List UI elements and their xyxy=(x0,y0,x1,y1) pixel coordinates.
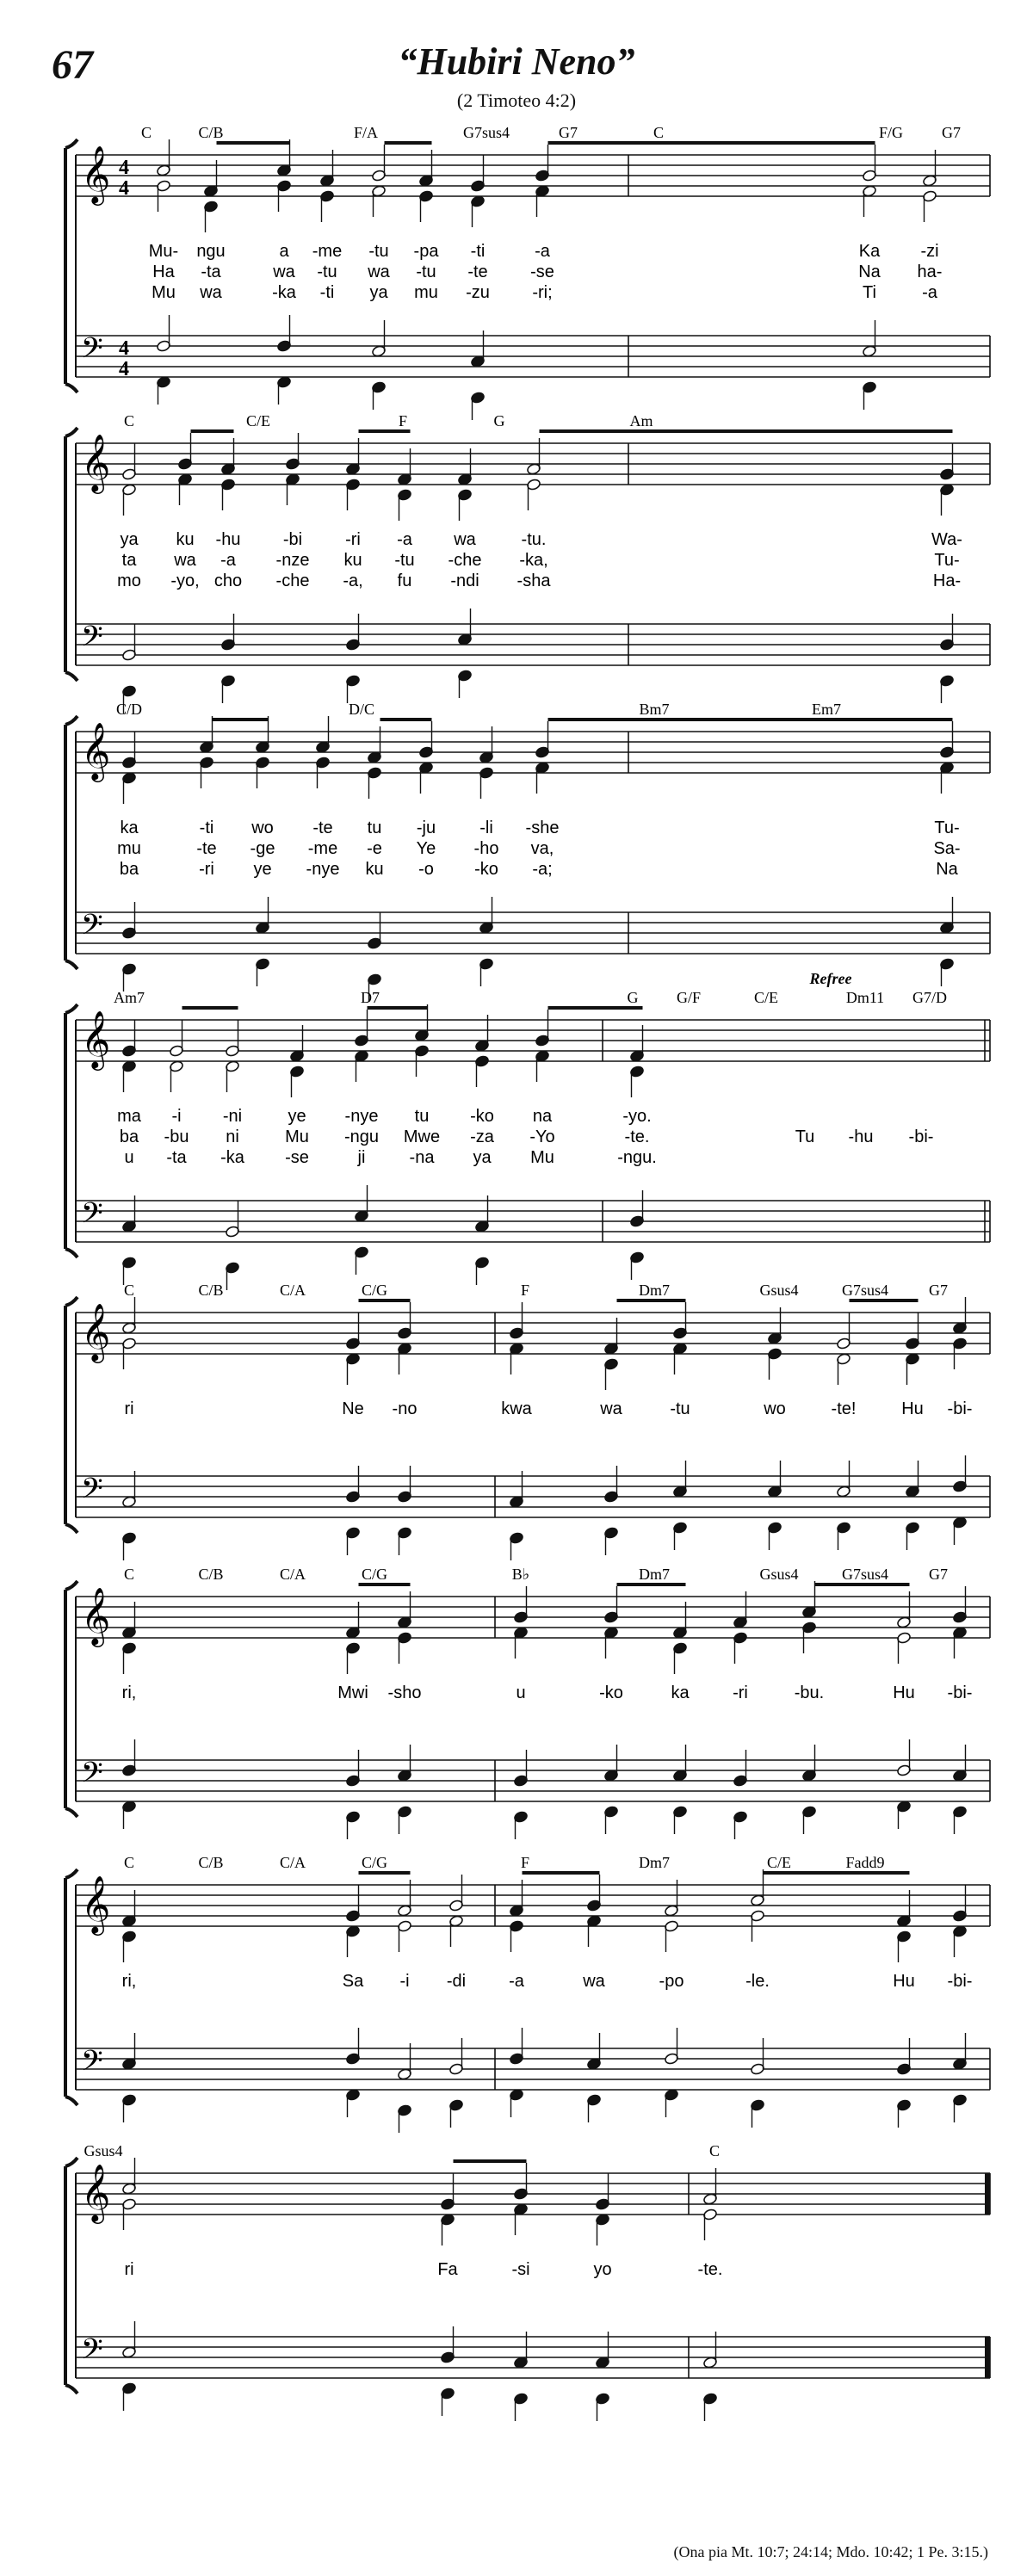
lyric-syllable: na xyxy=(532,1107,553,1126)
lyric-syllable: -ju xyxy=(416,819,436,837)
treble-clef-icon: 𝄞 xyxy=(81,721,111,780)
lyric-syllable: -a xyxy=(535,242,550,261)
chord-symbol: C/E xyxy=(245,412,271,429)
lyric-syllable: ka xyxy=(671,1683,690,1702)
lyric-syllable: ngu xyxy=(196,242,226,261)
lyric-syllable: ri, xyxy=(121,1683,137,1702)
music-system xyxy=(65,970,990,1290)
lyric-syllable: ri xyxy=(124,2260,134,2279)
chord-symbol: Bm7 xyxy=(639,701,670,718)
lyric-syllable: ku xyxy=(365,860,384,879)
chord-symbol: F xyxy=(520,1854,530,1871)
lyric-syllable: -ge xyxy=(250,839,275,858)
chord-symbol: C/D xyxy=(115,701,143,718)
lyric-syllable: Sa xyxy=(342,1972,364,1991)
bass-staff xyxy=(76,2337,990,2378)
chord-symbol: C xyxy=(708,2142,721,2159)
chord-symbol: C/G xyxy=(361,1282,388,1299)
chord-symbol: C/E xyxy=(766,1854,792,1871)
lyric-syllable: ye xyxy=(253,860,272,879)
lyric-syllable: va, xyxy=(530,839,554,858)
chord-symbol: Em7 xyxy=(812,701,841,718)
lyric-syllable: -tu xyxy=(317,263,337,281)
treble-clef-icon: 𝄞 xyxy=(81,1586,111,1645)
lyric-syllable: ye xyxy=(288,1107,306,1126)
lyric-syllable: Ha- xyxy=(932,571,962,590)
lyric-syllable: -tu xyxy=(670,1399,690,1418)
lyric-syllable: Ka xyxy=(858,242,881,261)
lyric-syllable: -se xyxy=(530,263,554,281)
lyric-syllable: -se xyxy=(285,1148,309,1167)
lyric-syllable: Wa- xyxy=(931,530,962,549)
lyric-syllable: Sa- xyxy=(933,839,961,858)
lyric-syllable: -zi xyxy=(920,242,939,261)
lyric-syllable: a xyxy=(279,242,289,261)
chord-symbol: C/E xyxy=(753,989,779,1006)
lyric-syllable: -po xyxy=(659,1972,684,1991)
chord-symbol: Dm7 xyxy=(639,1566,670,1583)
lyric-syllable: wa xyxy=(273,263,295,281)
lyric-syllable: ri, xyxy=(121,1972,137,1991)
lyric-syllable: wa xyxy=(200,283,222,302)
lyric-syllable: -a xyxy=(397,530,412,549)
treble-staff xyxy=(76,1885,990,1926)
lyric-syllable: -tu xyxy=(394,551,415,570)
lyric-syllable: fu xyxy=(397,571,412,590)
lyric-syllable: -yo, xyxy=(170,571,200,590)
lyric-syllable: -ngu xyxy=(343,1127,380,1146)
chord-symbol: Gsus4 xyxy=(84,2142,123,2159)
lyric-syllable: ku xyxy=(176,530,195,549)
time-signature-bottom: 4 xyxy=(119,358,129,380)
lyric-syllable: -ri xyxy=(345,530,361,549)
lyric-syllable: Tu- xyxy=(934,551,960,570)
chord-symbol: G7sus4 xyxy=(841,1566,889,1583)
lyric-syllable: mu xyxy=(414,283,438,302)
lyric-syllable: -me xyxy=(312,242,343,261)
lyric-syllable: ba xyxy=(119,1127,139,1146)
lyric-syllable: -Yo xyxy=(529,1127,555,1146)
chord-symbol: C xyxy=(140,124,152,141)
lyric-syllable: ya xyxy=(120,530,139,549)
lyric-syllable: -te xyxy=(196,839,217,858)
final-barline xyxy=(985,2173,990,2215)
bass-clef-icon: 𝄢 xyxy=(81,1757,103,1796)
lyric-syllable: -ti xyxy=(199,819,214,837)
chord-symbol: C/G xyxy=(361,1854,388,1871)
lyric-syllable: -bi xyxy=(282,530,303,549)
lyric-syllable: -ngu. xyxy=(617,1148,657,1167)
lyric-syllable: -nye xyxy=(306,860,340,879)
song-number: 67 xyxy=(52,42,93,88)
lyric-syllable: ku xyxy=(343,551,362,570)
lyric-syllable: mo xyxy=(117,571,141,590)
footnote: (Ona pia Mt. 10:7; 24:14; Mdo. 10:42; 1 Pe. 3:15.) xyxy=(673,2543,988,2561)
lyric-syllable: Mwi xyxy=(337,1683,368,1702)
lyric-syllable: -hu xyxy=(215,530,241,549)
lyric-syllable: kwa xyxy=(501,1399,532,1418)
chord-symbol: F xyxy=(520,1282,530,1299)
chord-symbol: C/A xyxy=(279,1282,306,1299)
lyric-syllable: -e xyxy=(367,839,382,858)
scripture-reference: (2 Timoteo 4:2) xyxy=(456,90,577,111)
lyric-syllable: -te xyxy=(312,819,333,837)
chord-symbol: C xyxy=(123,412,135,429)
lyric-syllable: -di xyxy=(446,1972,467,1991)
lyric-syllable: -bi- xyxy=(947,1683,973,1702)
chord-symbol: G7sus4 xyxy=(462,124,510,141)
lyric-syllable: -ti xyxy=(470,242,486,261)
chord-symbol: G7/D xyxy=(912,989,947,1006)
bass-staff xyxy=(76,1760,990,1801)
lyric-syllable: -sho xyxy=(387,1683,422,1702)
chord-symbol: Dm7 xyxy=(639,1282,670,1299)
lyric-syllable: cho xyxy=(213,571,243,590)
chord-symbol: G7 xyxy=(929,1566,948,1583)
lyric-syllable: ba xyxy=(119,860,139,879)
lyric-syllable: -o xyxy=(418,860,434,879)
lyric-syllable: -ka, xyxy=(519,551,548,570)
chord-symbol: C xyxy=(123,1566,135,1583)
song-title: “Hubiri Neno” xyxy=(398,40,635,83)
chord-symbol: G/F xyxy=(676,989,702,1006)
lyric-syllable: -te xyxy=(467,263,488,281)
bass-staff xyxy=(76,1476,990,1517)
lyric-syllable: ka xyxy=(120,819,139,837)
treble-staff xyxy=(76,1597,990,1638)
chord-symbol: G7sus4 xyxy=(841,1282,889,1299)
lyric-syllable: -tu xyxy=(368,242,389,261)
lyric-syllable: wa xyxy=(368,263,390,281)
lyric-syllable: ma xyxy=(117,1107,141,1126)
lyric-syllable: -yo. xyxy=(622,1107,652,1126)
lyric-syllable: wa xyxy=(583,1972,605,1991)
lyric-syllable: -bi- xyxy=(947,1399,973,1418)
lyric-syllable: wa xyxy=(174,551,196,570)
treble-staff xyxy=(76,1313,990,1354)
chord-symbol: G7 xyxy=(559,124,578,141)
lyric-syllable: Mwe xyxy=(403,1127,441,1146)
chord-symbol: B♭ xyxy=(511,1566,530,1583)
bass-staff xyxy=(76,336,990,377)
bass-clef-icon: 𝄢 xyxy=(81,1473,103,1512)
chord-symbol: C/A xyxy=(279,1854,306,1871)
music-system xyxy=(65,1854,990,2133)
treble-staff xyxy=(76,2173,990,2215)
lyric-syllable: -na xyxy=(409,1148,435,1167)
bass-staff xyxy=(76,1201,990,1242)
lyric-syllable: -za xyxy=(470,1127,494,1146)
lyric-syllable: -nze xyxy=(275,551,310,570)
lyric-syllable: Tu xyxy=(795,1127,815,1146)
lyric-syllable: wa xyxy=(600,1399,622,1418)
treble-clef-icon: 𝄞 xyxy=(81,433,111,491)
treble-clef-icon: 𝄞 xyxy=(81,1302,111,1361)
chord-symbol: Am xyxy=(629,412,653,429)
lyric-syllable: -nye xyxy=(344,1107,379,1126)
chord-symbol: F xyxy=(398,412,408,429)
lyric-syllable: -hu xyxy=(848,1127,874,1146)
bass-staff xyxy=(76,912,990,954)
lyric-syllable: -te! xyxy=(831,1399,857,1418)
lyric-syllable: ta xyxy=(121,551,137,570)
chord-symbol: C xyxy=(653,124,665,141)
treble-staff xyxy=(76,1020,990,1061)
bass-staff xyxy=(76,2048,990,2090)
bass-clef-icon: 𝄢 xyxy=(81,2045,103,2085)
lyric-syllable: Hu xyxy=(893,1683,915,1702)
treble-staff xyxy=(76,732,990,773)
lyric-syllable: ya xyxy=(369,283,388,302)
bass-clef-icon: 𝄢 xyxy=(81,621,103,660)
chord-symbol: Gsus4 xyxy=(759,1566,799,1583)
lyric-syllable: -che xyxy=(275,571,310,590)
lyric-syllable: Mu- xyxy=(148,242,179,261)
lyric-syllable: -bi- xyxy=(947,1972,973,1991)
bass-clef-icon: 𝄢 xyxy=(81,1197,103,1237)
lyric-syllable: -no xyxy=(392,1399,418,1418)
chord-symbol: C/B xyxy=(198,1282,224,1299)
lyric-syllable: Hu xyxy=(893,1972,915,1991)
lyric-syllable: -me xyxy=(307,839,338,858)
lyric-syllable: Mu xyxy=(285,1127,309,1146)
lyric-syllable: -ta xyxy=(166,1148,187,1167)
lyric-syllable: -tu. xyxy=(521,530,547,549)
treble-clef-icon: 𝄞 xyxy=(81,145,111,203)
chord-symbol: G xyxy=(627,989,639,1006)
lyric-syllable: wo xyxy=(764,1399,786,1418)
chord-symbol: C/A xyxy=(279,1566,306,1583)
lyric-syllable: -ti xyxy=(319,283,335,302)
chord-symbol: C/B xyxy=(198,124,224,141)
lyric-syllable: -bi- xyxy=(908,1127,934,1146)
chord-symbol: G7 xyxy=(942,124,961,141)
time-signature-bottom: 4 xyxy=(119,177,129,200)
final-barline xyxy=(985,2337,990,2378)
lyric-syllable: Ye xyxy=(416,839,436,858)
lyric-syllable: -tu xyxy=(416,263,436,281)
lyric-syllable: -ho xyxy=(473,839,499,858)
lyric-syllable: Tu- xyxy=(934,819,960,837)
chord-symbol: C xyxy=(123,1854,135,1871)
lyric-syllable: -a; xyxy=(532,860,553,879)
lyric-syllable: Na xyxy=(858,263,881,281)
music-system xyxy=(65,701,990,1002)
lyric-syllable: ya xyxy=(473,1148,492,1167)
lyric-syllable: -a xyxy=(220,551,236,570)
lyric-syllable: wo xyxy=(251,819,274,837)
chord-symbol: Am7 xyxy=(114,989,145,1006)
lyric-syllable: -she xyxy=(525,819,560,837)
chord-symbol: C/B xyxy=(198,1566,224,1583)
lyric-syllable: Ne xyxy=(342,1399,364,1418)
lyric-syllable: -zu xyxy=(466,283,490,302)
chord-symbol: D/C xyxy=(348,701,375,718)
lyric-syllable: -te. xyxy=(624,1127,650,1146)
lyric-syllable: tu xyxy=(414,1107,430,1126)
lyric-syllable: -si xyxy=(511,2260,530,2279)
chord-symbol: G xyxy=(493,412,505,429)
time-signature-top: 4 xyxy=(119,337,129,360)
bass-clef-icon: 𝄢 xyxy=(81,332,103,372)
lyric-syllable: ji xyxy=(357,1148,366,1167)
lyric-syllable: -bu. xyxy=(794,1683,825,1702)
lyric-syllable: -le. xyxy=(745,1972,770,1991)
lyric-syllable: -a xyxy=(509,1972,524,1991)
lyric-syllable: -ta xyxy=(201,263,221,281)
music-system xyxy=(65,412,990,713)
music-system xyxy=(65,124,990,420)
lyric-syllable: -ko xyxy=(474,860,498,879)
bass-staff xyxy=(76,624,990,665)
lyric-syllable: -i xyxy=(171,1107,182,1126)
treble-clef-icon: 𝄞 xyxy=(81,1010,111,1068)
chord-symbol: F/A xyxy=(353,124,379,141)
lyric-syllable: -ri; xyxy=(532,283,553,302)
chord-symbol: Fadd9 xyxy=(845,1854,885,1871)
lyric-syllable: -ri xyxy=(199,860,214,879)
lyric-syllable: Ha xyxy=(152,263,175,281)
lyric-syllable: -ko xyxy=(470,1107,494,1126)
treble-clef-icon: 𝄞 xyxy=(81,2163,111,2221)
chord-symbol: Gsus4 xyxy=(759,1282,799,1299)
lyric-syllable: -ni xyxy=(222,1107,243,1126)
bass-clef-icon: 𝄢 xyxy=(81,2333,103,2373)
lyric-syllable: -te. xyxy=(697,2260,723,2279)
chord-symbol: C xyxy=(123,1282,135,1299)
lyric-syllable: -ka xyxy=(272,283,296,302)
refrain-label: Refree xyxy=(809,970,852,987)
lyric-syllable: -ka xyxy=(220,1148,244,1167)
lyric-syllable: -pa xyxy=(413,242,439,261)
lyric-syllable: -i xyxy=(399,1972,410,1991)
time-signature-top: 4 xyxy=(119,157,129,179)
chord-symbol: C/G xyxy=(361,1566,388,1583)
lyric-syllable: tu xyxy=(367,819,382,837)
music-system xyxy=(65,1282,990,1560)
lyric-syllable: Na xyxy=(936,860,958,879)
lyric-syllable: ri xyxy=(124,1399,134,1418)
lyric-syllable: -a xyxy=(922,283,937,302)
chord-symbol: D7 xyxy=(361,989,380,1006)
lyric-syllable: -ndi xyxy=(450,571,479,590)
lyric-syllable: Ti xyxy=(863,283,876,302)
chord-symbol: Dm7 xyxy=(639,1854,670,1871)
lyric-syllable: -sha xyxy=(516,571,551,590)
lyric-syllable: Mu xyxy=(152,283,176,302)
lyric-syllable: Mu xyxy=(530,1148,554,1167)
lyric-syllable: -a, xyxy=(343,571,363,590)
lyric-syllable: -ri xyxy=(733,1683,748,1702)
lyric-syllable: -che xyxy=(448,551,482,570)
lyric-syllable: mu xyxy=(117,839,141,858)
lyric-syllable: wa xyxy=(454,530,476,549)
chord-symbol: G7 xyxy=(929,1282,948,1299)
treble-staff xyxy=(76,443,990,485)
chord-symbol: F/G xyxy=(878,124,904,141)
chord-symbol: Dm11 xyxy=(845,989,885,1006)
bass-clef-icon: 𝄢 xyxy=(81,909,103,948)
music-system xyxy=(65,2142,990,2421)
lyric-syllable: u xyxy=(124,1148,134,1167)
lyric-syllable: Hu xyxy=(901,1399,924,1418)
music-system xyxy=(65,1566,990,1839)
lyric-syllable: ha- xyxy=(917,263,943,281)
lyric-syllable: -li xyxy=(479,819,493,837)
lyric-syllable: u xyxy=(516,1683,526,1702)
lyric-syllable: -ko xyxy=(599,1683,623,1702)
lyric-syllable: -bu xyxy=(164,1127,189,1146)
treble-clef-icon: 𝄞 xyxy=(81,1875,111,1933)
lyric-syllable: ni xyxy=(226,1127,239,1146)
lyric-syllable: Fa xyxy=(437,2260,458,2279)
chord-symbol: C/B xyxy=(198,1854,224,1871)
lyric-syllable: yo xyxy=(593,2260,612,2279)
